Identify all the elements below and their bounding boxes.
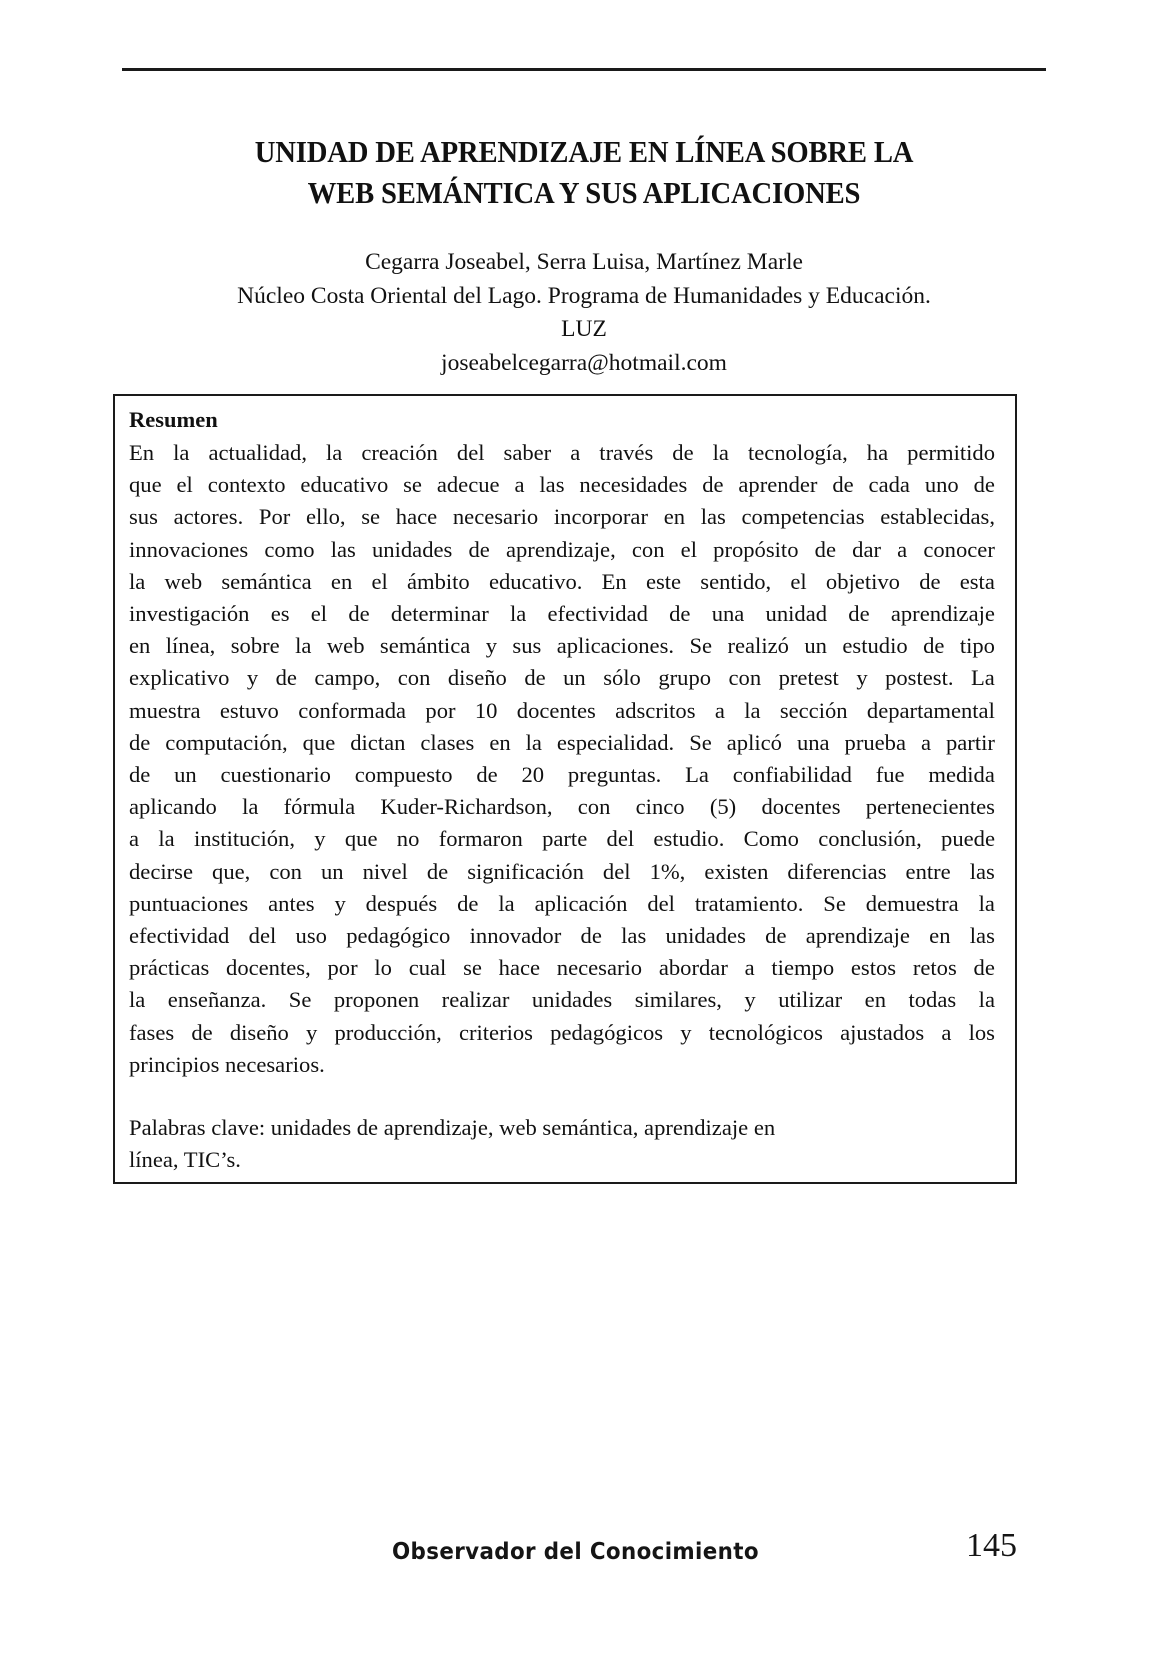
abstract-line: de un cuestionario compuesto de 20 preguntas. La confiabilidad fue medida xyxy=(129,762,995,788)
keywords-separator: : xyxy=(258,1115,271,1141)
header-rule xyxy=(122,68,1046,71)
abstract-line: innovaciones como las unidades de aprendizaje, con el propósito de dar a conocer xyxy=(129,536,995,562)
keywords-block xyxy=(129,1112,995,1176)
abstract-line: que el contexto educativo se adecue a las necesidades de aprender de cada uno de xyxy=(129,472,995,498)
abstract-text xyxy=(129,437,995,1081)
keywords-line-1: unidades de aprendizaje, web semántica, aprendizaje en xyxy=(270,1115,776,1141)
author-email: joseabelcegarra@hotmail.com xyxy=(441,349,727,376)
abstract-line: puntuaciones antes y después de la aplicación del tratamiento. Se demuestra la xyxy=(129,890,995,916)
abstract-box xyxy=(113,394,1017,1184)
abstract-line: principios necesarios. xyxy=(129,1051,325,1077)
abstract-line: decirse que, con un nivel de significación del 1%, existen diferencias entre las xyxy=(129,858,995,884)
title-line-2: WEB SEMÁNTICA Y SUS APLICACIONES xyxy=(307,176,861,210)
footer-journal-name: Observador del Conocimiento xyxy=(392,1539,759,1565)
title-line-1: UNIDAD DE APRENDIZAJE EN LÍNEA SOBRE LA xyxy=(254,135,914,169)
abstract-line: En la actualidad, la creación del saber a través de la tecnología, ha permitido xyxy=(129,440,995,465)
abstract-line: de computación, que dictan clases en la especialidad. Se aplicó una prueba a partir xyxy=(129,729,995,755)
abstract-line: prácticas docentes, por lo cual se hace necesario abordar a tiempo estos retos de xyxy=(129,955,995,981)
abstract-line: aplicando la fórmula Kuder-Richardson, con cinco (5) docentes pertenecientes xyxy=(129,794,995,820)
author-affiliation: Núcleo Costa Oriental del Lago. Programa de Humanidades y Educación. xyxy=(237,282,931,309)
abstract-line: muestra estuvo conformada por 10 docentes adscritos a la sección departamental xyxy=(129,697,995,723)
abstract-line: a la institución, y que no formaron parte del estudio. Como conclusión, puede xyxy=(129,826,995,852)
abstract-line: explicativo y de campo, con diseño de un sólo grupo con pretest y postest. La xyxy=(129,665,995,691)
abstract-line: fases de diseño y producción, criterios pedagógicos y tecnológicos ajustados a los xyxy=(129,1019,995,1045)
author-block xyxy=(122,246,1046,380)
abstract-line: sus actores. Por ello, se hace necesario incorporar en las competencias establecidas, xyxy=(129,504,995,530)
abstract-line: efectividad del uso pedagógico innovador de las unidades de aprendizaje en las xyxy=(129,923,995,949)
author-institution: LUZ xyxy=(561,316,607,342)
keywords-label: Palabras clave xyxy=(129,1115,259,1141)
abstract-line: la enseñanza. Se proponen realizar unidades similares, y utilizar en todas la xyxy=(129,987,995,1013)
abstract-heading: Resumen xyxy=(129,407,218,432)
keywords-line-2: línea, TIC’s. xyxy=(129,1147,241,1173)
abstract-line: la web semántica en el ámbito educativo. En este sentido, el objetivo de esta xyxy=(129,568,995,594)
author-names: Cegarra Joseabel, Serra Luisa, Martínez Marle xyxy=(365,249,803,275)
abstract-line: investigación es el de determinar la efectividad de una unidad de aprendizaje xyxy=(129,601,995,627)
page-number: 145 xyxy=(966,1527,1017,1564)
abstract-line: en línea, sobre la web semántica y sus aplicaciones. Se realizó un estudio de tipo xyxy=(129,633,995,659)
page-title xyxy=(122,132,1046,214)
